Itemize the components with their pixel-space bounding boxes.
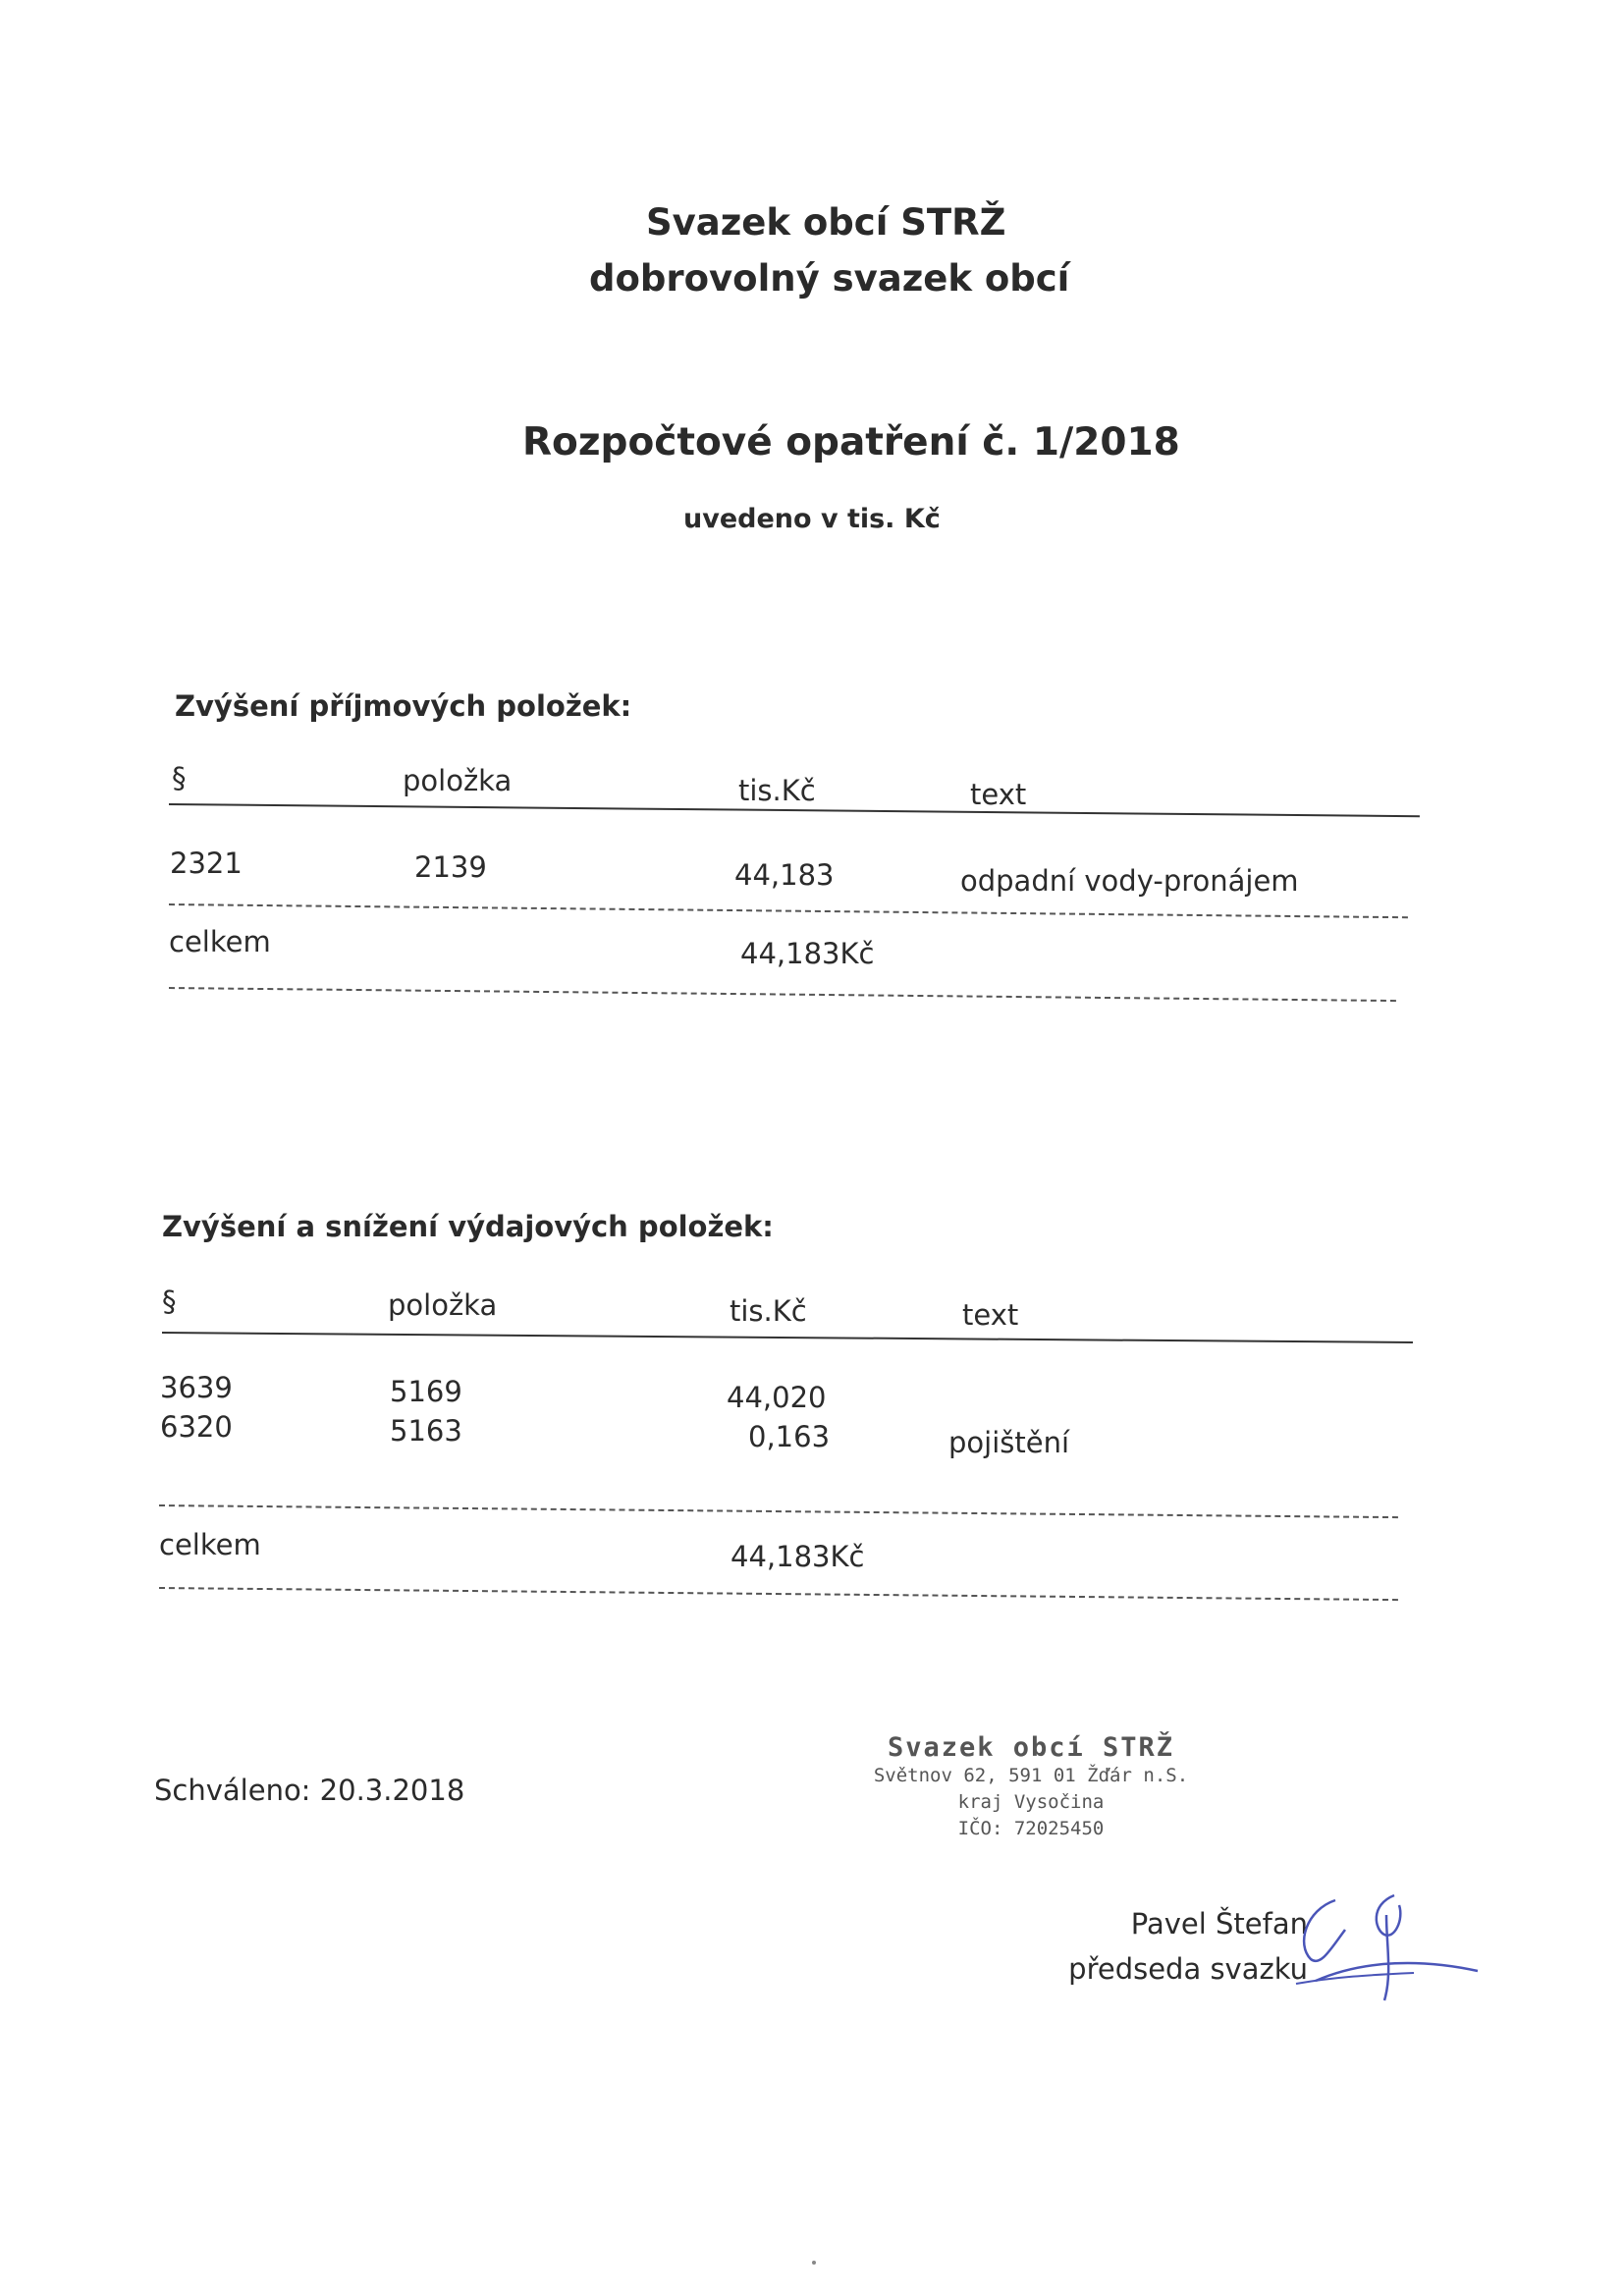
income-col-amount: tis.Kč [738,774,816,807]
income-total-divider [169,987,1396,1002]
expense-row-divider [159,1504,1398,1518]
expense-row-amount: 44,020 [727,1381,827,1414]
expense-row-text: pojištění [948,1426,1070,1459]
expense-total-label: celkem [159,1528,261,1561]
expense-row-amount: 0,163 [748,1420,831,1453]
income-row-divider [169,903,1408,918]
unit-note: uvedeno v tis. Kč [683,504,941,534]
income-col-item: položka [403,764,513,797]
expense-row-item: 5169 [390,1375,462,1408]
expense-col-paragraph: § [162,1285,177,1318]
income-col-text: text [970,778,1027,811]
expense-row-item: 5163 [390,1414,462,1448]
scan-speck [812,2261,816,2265]
signatory-role: předseda svazku [1068,1952,1308,1986]
income-col-paragraph: § [172,761,187,794]
expense-total-divider [159,1587,1398,1601]
organization-type: dobrovolný svazek obcí [589,257,1070,300]
expense-col-amount: tis.Kč [730,1294,807,1328]
stamp-name: Svazek obcí STRŽ [887,1732,1175,1763]
income-heading: Zvýšení příjmových položek: [175,689,632,723]
stamp-id: IČO: 72025450 [957,1818,1105,1839]
income-row-amount: 44,183 [734,858,835,892]
income-row-paragraph: 2321 [170,847,243,880]
signatory-block [1041,1901,1308,1992]
handwritten-signature [1276,1890,1492,2008]
expense-row-paragraph: 6320 [160,1410,233,1444]
expense-heading: Zvýšení a snížení výdajových položek: [162,1210,774,1243]
expense-header-rule [162,1332,1413,1343]
expense-total-value: 44,183Kč [730,1540,865,1573]
income-total-label: celkem [169,925,271,958]
approval-date: Schváleno: 20.3.2018 [154,1774,465,1807]
income-row-item: 2139 [414,850,487,884]
signatory-name: Pavel Štefan [1130,1907,1308,1941]
document-title: Rozpočtové opatření č. 1/2018 [522,420,1180,465]
expense-row-paragraph: 3639 [160,1371,233,1404]
organization-name: Svazek obcí STRŽ [646,201,1006,244]
income-total-value: 44,183Kč [740,937,875,970]
income-row-text: odpadní vody-pronájem [960,864,1299,898]
stamp-region: kraj Vysočina [957,1791,1105,1813]
stamp-address: Světnov 62, 591 01 Žďár n.S. [873,1765,1189,1786]
organization-stamp [844,1732,1217,1842]
expense-col-item: položka [388,1288,498,1322]
expense-col-text: text [962,1298,1019,1332]
